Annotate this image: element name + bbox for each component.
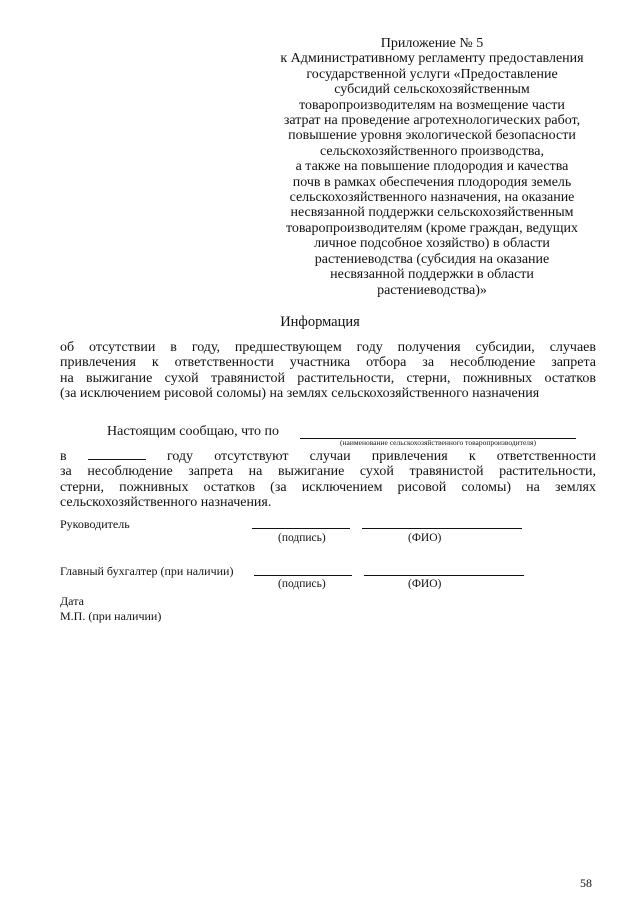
notice-suffix: году отсутствуют случаи привлечения к ответственности [166, 449, 596, 464]
appendix-line: личное подсобное хозяйство) в области [314, 236, 550, 252]
appendix-header [262, 36, 602, 298]
subtitle-line: (за исключением рисовой соломы) на землях сельскохозяйственного назначения [60, 386, 540, 402]
accountant-signature-line[interactable] [254, 575, 352, 576]
head-name-caption: (ФИО) [408, 532, 442, 544]
notice-body [60, 449, 596, 511]
head-label: Руководитель [60, 517, 130, 531]
document-subtitle [60, 340, 596, 402]
subtitle-line: привлечения к ответственности участника отбора за несоблюдение запрета [60, 355, 596, 371]
head-signature-caption: (подпись) [278, 532, 326, 544]
appendix-line: сельскохозяйственного производства, [319, 143, 545, 159]
date-label: Дата [60, 594, 84, 608]
appendix-line: к Административному регламенту предоставления [280, 51, 584, 67]
organization-caption: (наименование сельскохозяйственного товаропроизводителя) [340, 438, 536, 447]
appendix-line: товаропроизводителям на возмещение части [299, 97, 565, 113]
accountant-name-line[interactable] [364, 575, 524, 576]
appendix-line: а также на повышение плодородия и качества [295, 159, 569, 175]
notice-line: сельскохозяйственного назначения. [60, 495, 272, 511]
notice-intro: Настоящим сообщаю, что по [107, 424, 280, 439]
appendix-line: товаропроизводителям (кроме граждан, ведущих [285, 220, 579, 236]
appendix-line: повышение уровня экологической безопасности [288, 128, 576, 144]
appendix-line: государственной услуги «Предоставление [306, 66, 558, 82]
notice-prefix: в [60, 449, 67, 464]
accountant-signature-caption: (подпись) [278, 578, 326, 590]
appendix-line: несвязанной поддержки сельскохозяйственным [290, 205, 574, 221]
accountant-label: Главный бухгалтер (при наличии) [60, 564, 234, 578]
notice-line: за несоблюдение запрета на выжигание сухой травянистой растительности, [60, 464, 596, 480]
accountant-name-caption: (ФИО) [408, 578, 442, 590]
page-number: 58 [580, 876, 592, 890]
stamp-label: М.П. (при наличии) [60, 609, 162, 623]
subtitle-line: об отсутствии в году, предшествующем году получения субсидии, случаев [60, 340, 596, 355]
appendix-line: Приложение № 5 [380, 36, 484, 51]
head-name-line[interactable] [362, 528, 522, 529]
appendix-line: растениеводства (субсидия на оказание [314, 251, 550, 267]
document-title: Информация [280, 314, 360, 330]
appendix-line: растениеводства)» [377, 282, 487, 298]
appendix-line: несвязанной поддержки в области [330, 267, 534, 283]
subtitle-line: на выжигание сухой травянистой растительности, стерни, пожнивных остатков [60, 370, 596, 386]
notice-line [60, 449, 596, 464]
appendix-line: субсидий сельскохозяйственным [334, 82, 530, 98]
year-blank-line[interactable] [88, 449, 146, 460]
appendix-line: почв в рамках обеспечения плодородия земель [292, 174, 572, 190]
notice-line: стерни, пожнивных остатков (за исключением рисовой соломы) на землях [60, 479, 596, 495]
head-signature-line[interactable] [252, 528, 350, 529]
appendix-line: сельскохозяйственного назначения, на оказание [289, 190, 575, 206]
appendix-line: затрат на проведение агротехнологических работ, [283, 113, 581, 129]
